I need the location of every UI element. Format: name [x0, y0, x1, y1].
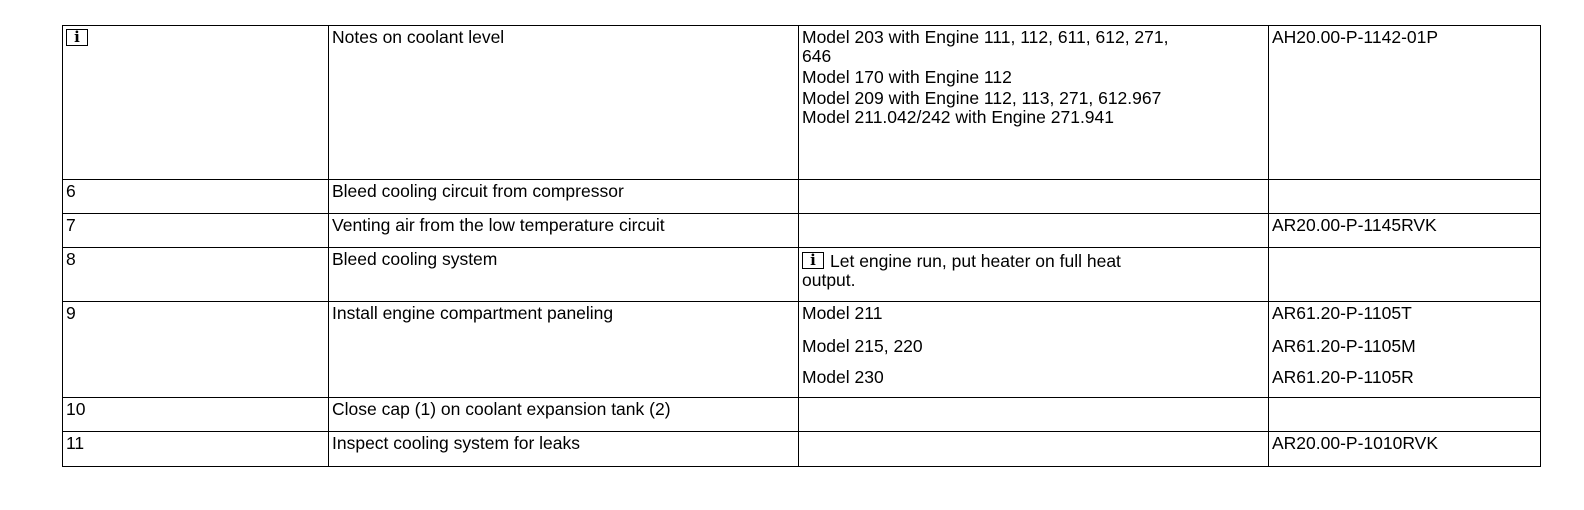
- step-number: 8: [66, 249, 76, 269]
- detail-line: 646: [802, 46, 832, 66]
- step-number: 9: [66, 303, 76, 323]
- note-text: Let engine run, put heater on full heat: [830, 251, 1121, 271]
- detail-line: Model 170 with Engine 112: [802, 67, 1012, 87]
- details-cell: [799, 248, 1269, 302]
- reference-cell: [1269, 26, 1541, 180]
- reference-link[interactable]: AH20.00-P-1142-01P: [1272, 27, 1439, 47]
- detail-line: Model 209 with Engine 112, 113, 271, 612.967: [802, 88, 1162, 108]
- table-row: [63, 26, 1541, 180]
- details-cell: [799, 302, 1269, 398]
- details-cell: [799, 180, 1269, 214]
- reference-cell: [1269, 180, 1541, 214]
- info-icon: i: [66, 29, 88, 46]
- step-description: Bleed cooling circuit from compressor: [332, 181, 624, 201]
- step-description: Bleed cooling system: [332, 249, 498, 269]
- step-description: Close cap (1) on coolant expansion tank (2): [332, 399, 671, 419]
- step-number: 10: [66, 399, 86, 419]
- step-description: Venting air from the low temperature circuit: [332, 215, 665, 235]
- description-cell: [329, 26, 799, 180]
- reference-link[interactable]: AR20.00-P-1145RVK: [1272, 215, 1437, 235]
- description-cell: [329, 248, 799, 302]
- step-description: Inspect cooling system for leaks: [332, 433, 581, 453]
- table-row: [63, 248, 1541, 302]
- table-row: [63, 214, 1541, 248]
- details-cell: [799, 432, 1269, 467]
- step-cell: [63, 180, 329, 214]
- reference-link[interactable]: AR20.00-P-1010RVK: [1272, 433, 1439, 453]
- detail-line: Model 215, 220: [802, 336, 923, 356]
- reference-link[interactable]: AR61.20-P-1105M: [1272, 336, 1416, 356]
- description-cell: [329, 398, 799, 432]
- detail-line: Model 211: [802, 303, 883, 323]
- description-cell: [329, 302, 799, 398]
- step-cell: [63, 302, 329, 398]
- step-description: Install engine compartment paneling: [332, 303, 614, 323]
- detail-line: Model 230: [802, 367, 884, 387]
- reference-link[interactable]: AR61.20-P-1105R: [1272, 367, 1414, 387]
- details-cell: [799, 26, 1269, 180]
- info-icon: i: [802, 252, 824, 269]
- step-cell: [63, 432, 329, 467]
- reference-cell: [1269, 302, 1541, 398]
- reference-cell: [1269, 432, 1541, 467]
- reference-cell: [1269, 214, 1541, 248]
- reference-cell: [1269, 398, 1541, 432]
- detail-line: Model 203 with Engine 111, 112, 611, 612, 271,: [802, 27, 1169, 47]
- details-cell: [799, 398, 1269, 432]
- table-row: [63, 432, 1541, 467]
- reference-link[interactable]: AR61.20-P-1105T: [1272, 303, 1412, 323]
- reference-cell: [1269, 248, 1541, 302]
- table-row: [63, 302, 1541, 398]
- procedure-table: [62, 25, 1541, 467]
- table-row: [63, 398, 1541, 432]
- step-cell: [63, 26, 329, 180]
- description-cell: [329, 432, 799, 467]
- step-cell: [63, 214, 329, 248]
- step-number: 6: [66, 181, 76, 201]
- note-text-continued: output.: [802, 270, 856, 290]
- description-cell: [329, 214, 799, 248]
- step-cell: [63, 398, 329, 432]
- detail-line: Model 211.042/242 with Engine 271.941: [802, 107, 1115, 127]
- table-row: [63, 180, 1541, 214]
- step-cell: [63, 248, 329, 302]
- step-number: 7: [66, 215, 76, 235]
- step-number: 11: [66, 433, 85, 453]
- step-description: Notes on coolant level: [332, 27, 505, 47]
- note-line: [802, 252, 1265, 271]
- details-cell: [799, 214, 1269, 248]
- description-cell: [329, 180, 799, 214]
